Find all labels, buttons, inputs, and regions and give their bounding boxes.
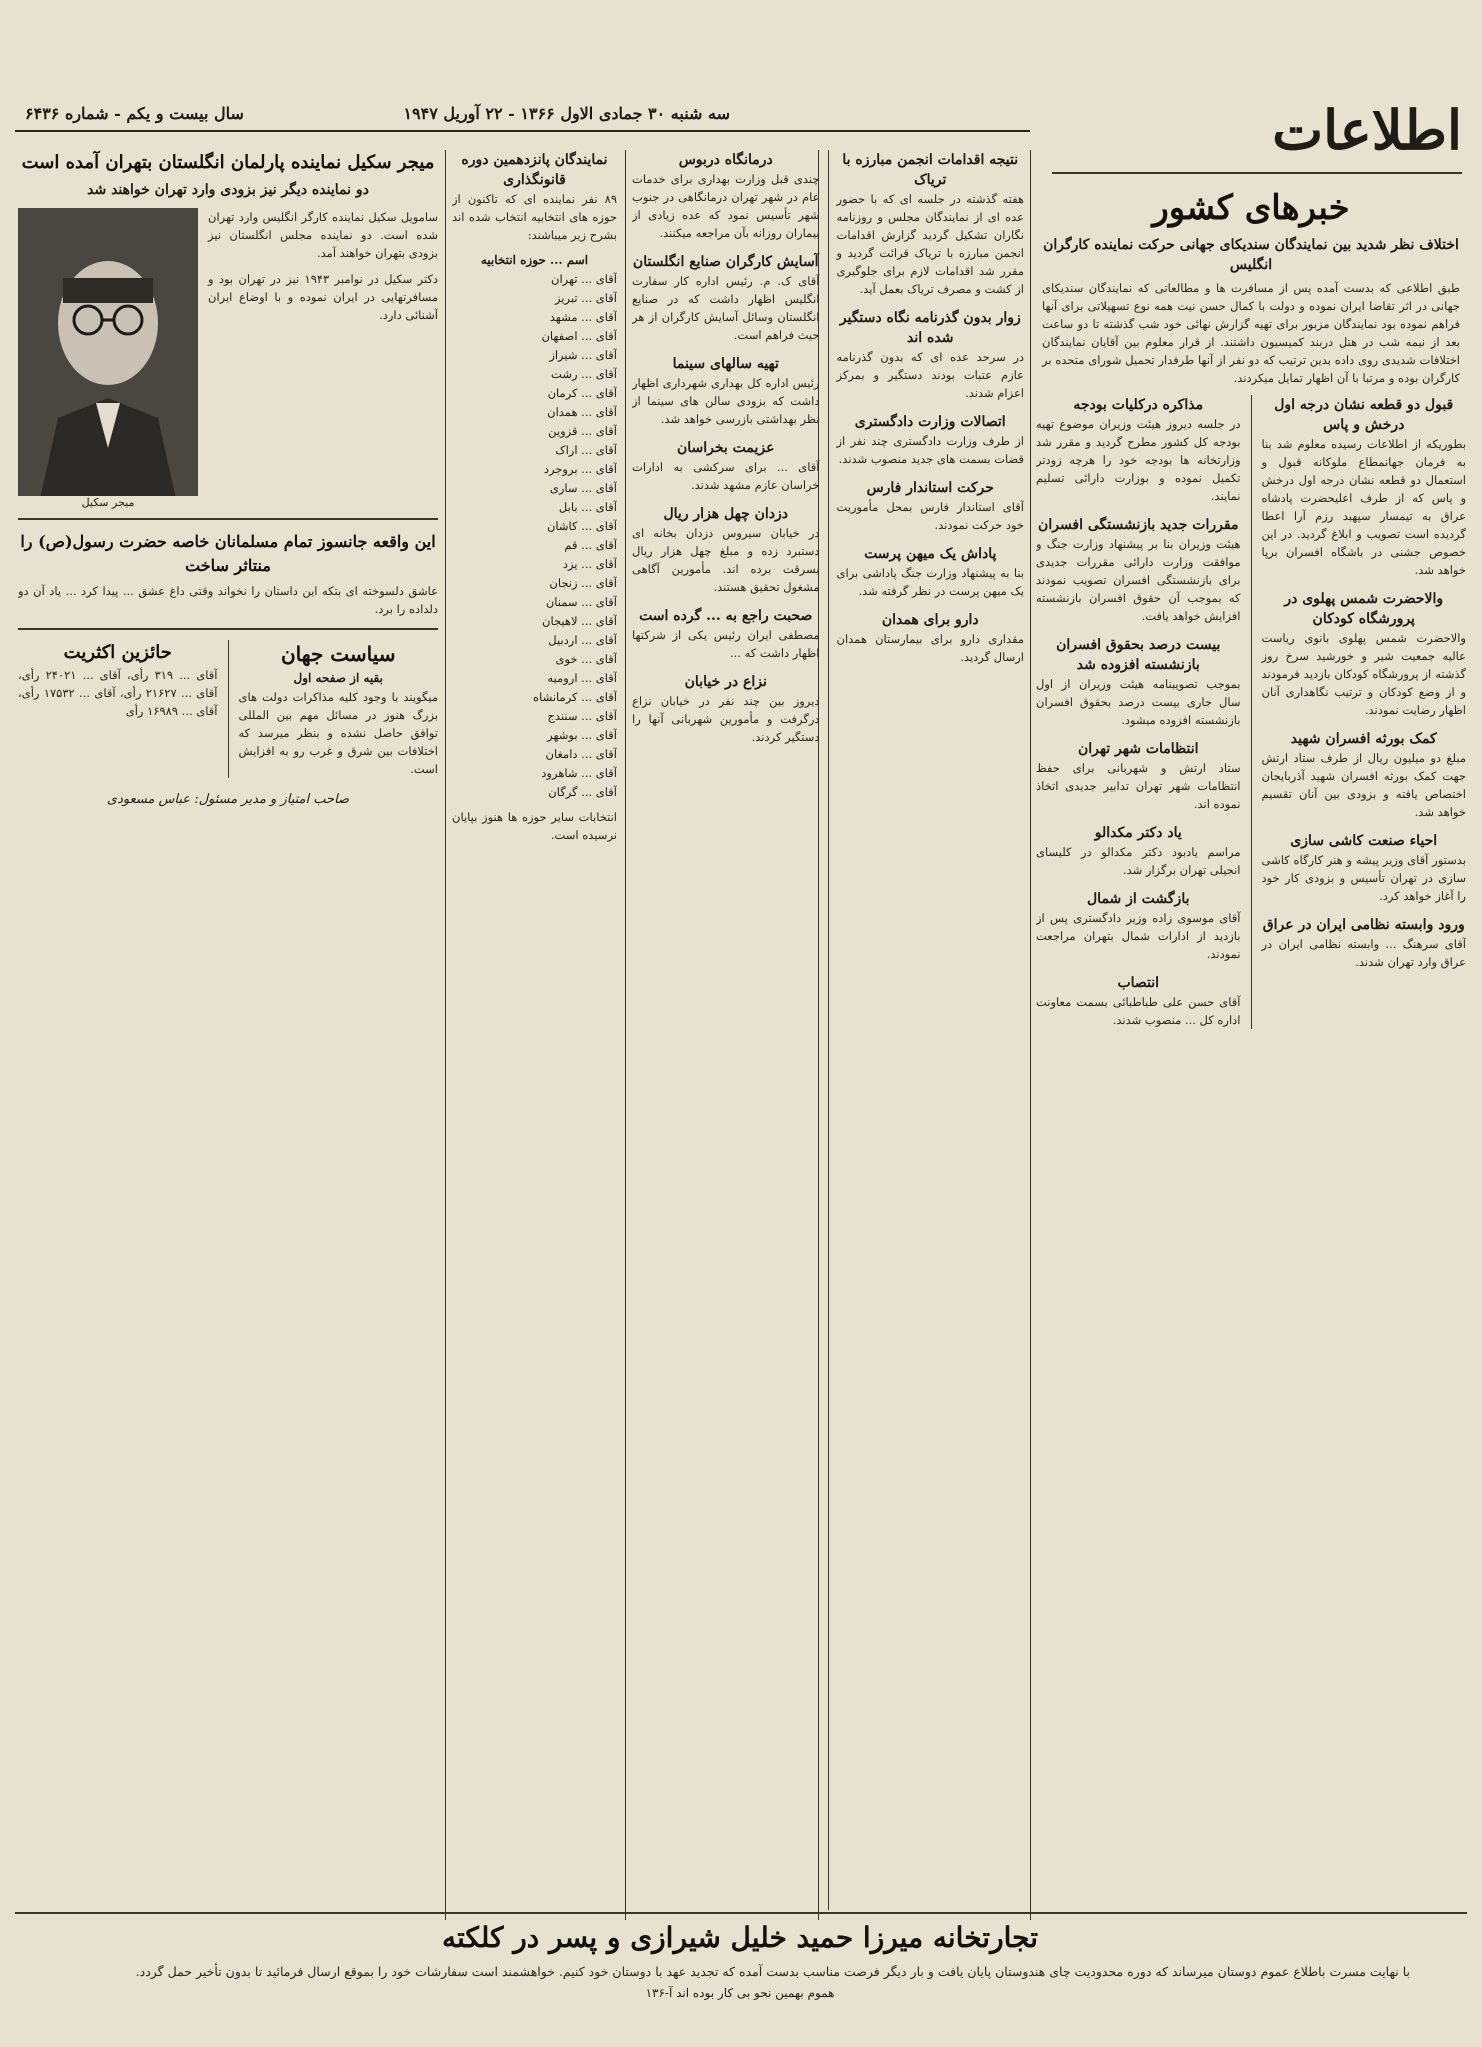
lovers-rule [18, 628, 438, 630]
candidate-row: آقای ... بروجرد [543, 462, 617, 476]
center-column [632, 150, 1024, 1910]
hamadan-body: مقداری دارو برای بیمارستان همدان ارسال گردید. [836, 632, 1024, 664]
fars-headline: حرکت استاندار فارس [866, 480, 994, 496]
candidates-headline: نمایندگان پانزدهمین دوره قانونگذاری [461, 152, 608, 188]
memorial-body: مراسم یادبود دکتر مکدالو در کلیسای انجیلی تهران برگزار شد. [1036, 845, 1241, 877]
decoration-headline: قبول دو قطعه نشان درجه اول درخش و پاس [1274, 397, 1454, 433]
visit-subheadline: دو نماینده دیگر نیز بزودی وارد تهران خواهند شد [87, 182, 369, 198]
candidate-row: آقای ... بوشهر [547, 728, 617, 742]
ad-box [40, 1918, 1440, 2038]
appointment-headline: انتصاب [1117, 975, 1160, 991]
patriot-body: بنا به پیشنهاد وزارت جنگ پاداشی برای یک میهن پرست در نظر گرفته شد. [836, 566, 1024, 598]
col-rule-4 [445, 150, 446, 1920]
candidate-row: آقای ... شیراز [549, 348, 617, 362]
iraq-body: آقای سرهنگ ... وابسته نظامی ایران در عراق وارد تهران شدند. [1261, 937, 1466, 969]
candidate-row: آقای ... زنجان [549, 576, 617, 590]
candidate-row: آقای ... ارومیه [547, 671, 617, 685]
candidate-row: آقای ... خوی [555, 652, 617, 666]
candidates-list [452, 270, 617, 802]
officers-headline: کمک بورثه افسران شهید [1290, 731, 1437, 747]
visit-body: سامویل سکیل نماینده کارگر انگلیس وارد تهران شده است. دو نماینده مجلس انگلستان نیز بزودی بتهران خواهند آمد. [208, 210, 438, 260]
talk-body: مصطفی ایران رئیس یکی از شرکتها اظهار داشت که ... [632, 628, 820, 660]
workers-headline: آسایش کارگران صنایع انگلستان [632, 254, 819, 270]
opium-headline: نتیجه اقدامات انجمن مبارزه با تریاک [842, 152, 1019, 188]
section-title: خبرهای کشور [1152, 188, 1350, 228]
retirement-body: هیئت وزیران بنا بر پیشنهاد وزارت جنگ و موافقت وزارت دارائی مقررات جدیدی برای بازنشستگی افسران تصویب نمودند که بموجب آن حقوق افسران بازنشسته افزایش خواهد یافت. [1036, 537, 1241, 623]
patriot-headline: پاداش یک میهن پرست [864, 546, 997, 562]
fars-body: آقای استاندار فارس بمحل مأموریت خود حرکت نمودند. [836, 500, 1024, 532]
pension-body: بموجب تصویبنامه هیئت وزیران از اول سال جاری بیست درصد بحقوق افسران بازنشسته افزوده میشود. [1036, 677, 1241, 727]
justice-headline: اتصالات وزارت دادگستری [854, 414, 1006, 430]
masthead-rule [1052, 172, 1462, 174]
pilgrims-headline: زوار بدون گذرنامه نگاه دستگیر شده اند [839, 310, 1021, 346]
lead-body: طبق اطلاعی که بدست آمده پس از مسافرت ها و مطالعاتی که نمایندگان سندیکای جهانی در اثر تقاضا ایران نموده و دولت با کمال حسن نیت همه نوع تسهیلاتی برای آنها فراهم نموده بود نمایندگان مزبور برای تهیه گزارش نهائی خود شب گذشته تا دو ساعت بعد از نیمه شب در هتل دربند کمیسیون داشتند. از قرار معلوم بین آقایان نمایندگان اختلافات شدیدی روی داده بدین ترتیب که دو نفر از آنها طرفدار تحمیل شورای متحده بر کارگران بوده و مرتبا با آن اظهار تمایل میکردند. [1042, 281, 1460, 385]
candidate-row: آقای ... کرمان [547, 386, 617, 400]
candidate-row: آقای ... اراک [555, 443, 617, 457]
candidate-row: آقای ... کرمانشاه [533, 690, 617, 704]
retirement-headline: مقررات جدید بازنشستگی افسران [1038, 517, 1239, 533]
talk-headline: صحبت راجع به ... گرده است [639, 608, 813, 624]
candidate-row: آقای ... تبریز [554, 291, 617, 305]
candidate-row: آقای ... بابل [558, 500, 617, 514]
candidate-row: آقای ... ساری [549, 481, 617, 495]
brawl-headline: نزاع در خیابان [684, 674, 767, 690]
candidate-row: آقای ... گرگان [548, 785, 617, 799]
candidates-footer: انتخابات سایر حوزه ها هنوز بپایان نرسیده است. [452, 810, 617, 842]
candidate-row: آقای ... شاهرود [541, 766, 617, 780]
issue-line: سال بیست و یکم - شماره ۶۴۳۶ [25, 103, 244, 123]
candidate-row: آقای ... سمنان [545, 595, 617, 609]
industry-body: بدستور آقای وزیر پیشه و هنر کارگاه کاشی سازی در تهران تأسیس و بزودی کار خود را آغاز خواهد کرد. [1261, 853, 1466, 903]
shams-headline: والاحضرت شمس پهلوی در پرورشگاه کودکان [1284, 591, 1444, 627]
brawl-body: دیروز بین چند نفر در خیابان نزاع درگرفت و مأمورین شهربانی آنها را دستگیر کردند. [632, 694, 820, 744]
masthead-logo: اطلاعات [1272, 98, 1462, 162]
majority-body: آقای ... ۳۱۹ رأی، آقای ... ۲۴۰۲۱ رأی، آقای ... ۲۱۶۲۷ رأی، آقای ... ۱۷۵۳۲ رأی، آقای ... ۱۶۹۸۹ رأی [18, 668, 218, 718]
budget-headline: مذاکره درکلیات بودجه [1073, 397, 1204, 413]
candidate-row: آقای ... دامغان [545, 747, 617, 761]
decoration-body: بطوریکه از اطلاعات رسیده معلوم شد بنا به فرمان جهانمطاع ملوکانه قبول و استعمال دو قطعه نشان درجه اول درخش و پاس که از طرف اعلیحضرت پادشاه عراق به تیمسار سپهبد رزم آرا اعطا گردیده است تصویب و ابلاغ گردید. در این خصوص جشنی در باشگاه افسران برپا خواهد شد. [1261, 437, 1466, 577]
candidate-row: آقای ... سنندج [547, 709, 617, 723]
theft-headline: دزدان چهل هزار ریال [663, 506, 789, 522]
clinic-headline: درمانگاه دربوس [678, 152, 773, 168]
candidate-row: آقای ... مشهد [549, 310, 617, 324]
signature: صاحب امتیاز و مدیر مسئول: عباس مسعودی [106, 792, 350, 807]
portrait-photo [18, 208, 198, 508]
candidate-row: آقای ... یزد [562, 557, 617, 571]
lovers-headline: این واقعه جانسوز تمام مسلمانان خاصه حضرت رسول(ص) را منتاثر ساخت [20, 532, 436, 575]
tehran-order-headline: انتظامات شهر تهران [1077, 741, 1199, 757]
candidate-row: آقای ... اردبیل [548, 633, 617, 647]
candidate-row: آقای ... همدان [547, 405, 617, 419]
world-politics-sub: بقیه از صفحه اول [293, 671, 383, 685]
budget-body: در جلسه دیروز هیئت وزیران موضوع تهیه بودجه کل کشور مطرح گردید و مقرر شد وزارتخانه ها بودجه خود را هرچه زودتر تکمیل نموده و بوزارت دارائی تسلیم نمایند. [1036, 417, 1241, 503]
ad-body: با نهایت مسرت باطلاع عموم دوستان میرساند که دوره محدودیت چای هندوستان پایان یافت و بار دیگر فرصت مناسب بدست آمده که تجدید عهد با دوستان خود کنیم. خواهشمند است سفارشات خود را بموقع ارسال فرمائید تا بدون تأخیر حمل گردد. [135, 1964, 1410, 1979]
cinema-headline: تهیه سالهای سینما [672, 356, 779, 372]
visit-rule [18, 518, 438, 520]
candidate-row: آقای ... رشت [551, 367, 617, 381]
news-column [1036, 185, 1466, 2010]
justice-body: از طرف وزارت دادگستری چند نفر از قضات بسمت های جدید منصوب شدند. [836, 434, 1024, 466]
khorasan-headline: عزیمت بخراسان [676, 440, 775, 456]
candidate-row: آقای ... اصفهان [541, 329, 617, 343]
iraq-headline: ورود وابسته نظامی ایران در عراق [1262, 917, 1465, 933]
return-headline: بازگشت از شمال [1087, 891, 1190, 907]
workers-body: آقای ک. م. رئیس اداره کار سفارت انگلیس اظهار داشت که در صنایع انگلستان وسائل آسایش کارگران از هر حیث فراهم است. [632, 274, 820, 342]
officers-body: مبلغ دو میلیون ریال از طرف ستاد ارتش جهت کمک بورثه افسران شهید آذربایجان اختصاص یافته و بزودی بین آنان تقسیم خواهد شد. [1261, 751, 1466, 819]
visit-body-2: دکتر سکیل در نوامبر ۱۹۴۳ نیز در تهران بود و مسافرتهایی در ایران نموده و با اوضاع ایران آشنائی دارد. [208, 272, 438, 322]
visit-headline: میجر سکیل نماینده پارلمان انگلستان بتهران آمده است [21, 152, 435, 173]
memorial-headline: یاد دکتر مکدالو [1094, 825, 1182, 841]
hamadan-headline: دارو برای همدان [881, 612, 979, 628]
khorasan-body: آقای ... برای سرکشی به ادارات خراسان عازم مشهد شدند. [632, 460, 820, 492]
theft-body: در خیابان سیروس دزدان بخانه ای دستبرد زده و مبلغ چهل هزار ریال بسرقت برده اند. مأمورین آگاهی مشغول تحقیق هستند. [632, 526, 820, 594]
candidate-row: آقای ... لاهیجان [542, 614, 617, 628]
appointment-body: آقای حسن علی طباطبائی بسمت معاونت اداره کل ... منصوب شدند. [1036, 995, 1241, 1027]
tehran-order-body: ستاد ارتش و شهربانی برای حفظ انتظامات شهر تهران تدابیر جدیدی اتخاذ نموده اند. [1036, 761, 1241, 811]
ad-title: تجارتخانه میرزا حمید خلیل شیرازی و پسر در کلکته [441, 1921, 1038, 1954]
pension-headline: بیست درصد بحقوق افسران بازنشسته افزوده شد [1056, 637, 1221, 673]
candidate-row: آقای ... قم [564, 538, 617, 552]
candidate-row: آقای ... قزوین [548, 424, 617, 438]
return-body: آقای موسوی زاده وزیر دادگستری پس از بازدید از ادارات شمال بتهران مراجعت نمودند. [1036, 911, 1241, 961]
pilgrims-body: در سرحد عده ای که بدون گذرنامه عازم عتبات بودند دستگیر و بمرکز اعزام شدند. [836, 350, 1024, 400]
world-politics-body: میگویند با وجود کلیه مذاکرات دولت های بزرگ هنوز در مسائل مهم بین المللی توافق حاصل نشده و بنظر میرسد که اختلافات بین شرق و غرب رو به افزایش است. [238, 690, 438, 776]
candidate-row: آقای ... کاشان [546, 519, 617, 533]
header-bar [15, 96, 1030, 132]
shams-body: والاحضرت شمس پهلوی بانوی ریاست عالیه جمعیت شیر و خورشید سرخ روز گذشته از پرورشگاه کودکان بازدید فرمودند و از وضع کودکان و ترتیب نگاهداری آنان اظهار رضایت نمودند. [1261, 631, 1466, 717]
lovers-body: عاشق دلسوخته ای بتکه این داستان را نخواند وقتی داغ عشق ... پیدا کرد ... یاد آن دو دلداده را برد. [18, 584, 438, 616]
col-rule-3 [625, 150, 626, 1920]
ad-rule [15, 1912, 1467, 1914]
ad-footer: هموم بهمین نحو بی کار بوده اند آ-۱۳۶ [645, 1986, 835, 2000]
clinic-body: چندی قبل وزارت بهداری برای خدمات عام در شهر تهران درمانگاهی در جنوب شهر تأسیس نمود که عده زیادی از بیماران روزانه بآن مراجعه میکنند. [632, 172, 820, 240]
cinema-body: رئیس اداره کل بهداری شهرداری اظهار داشت که بزودی سالن های سینما از نظر بهداشتی بازرسی خواهد شد. [632, 376, 820, 426]
date-line: سه شنبه ۳۰ جمادی الاول ۱۳۶۶ - ۲۲ آوریل ۱۹۴۷ [403, 103, 730, 123]
col-rule-1 [1030, 150, 1031, 1920]
candidate-row: آقای ... تهران [551, 272, 617, 286]
lead-headline: اختلاف نظر شدید بین نمایندگان سندیکای جهانی حرکت نماینده کارگران انگلیس [1043, 237, 1459, 273]
candidates-list-header: اسم ... حوزه انتخابیه [480, 253, 589, 267]
portrait-image [18, 208, 198, 508]
majority-headline: حائزین اکثریت [63, 642, 172, 663]
candidates-intro: ۸۹ نفر نماینده ای که تاکنون از حوزه های انتخابیه انتخاب شده اند بشرح زیر میباشند: [452, 192, 617, 242]
industry-headline: احیاء صنعت کاشی سازی [1290, 833, 1438, 849]
world-politics-headline: سیاست جهان [280, 642, 396, 666]
opium-body: هفته گذشته در جلسه ای که با حضور عده ای از نمایندگان مجلس و روزنامه نگاران تشکیل گردید گزارش اقدامات انجمن مبارزه با تریاک قرائت گردید و مقرر شد اقدامات لازم برای جلوگیری از کشت و مصرف تریاک بعمل آید. [836, 192, 1024, 296]
candidates-column [452, 150, 617, 1910]
portrait-caption: ميجر سكيل [18, 496, 198, 509]
visit-column [18, 150, 438, 1590]
